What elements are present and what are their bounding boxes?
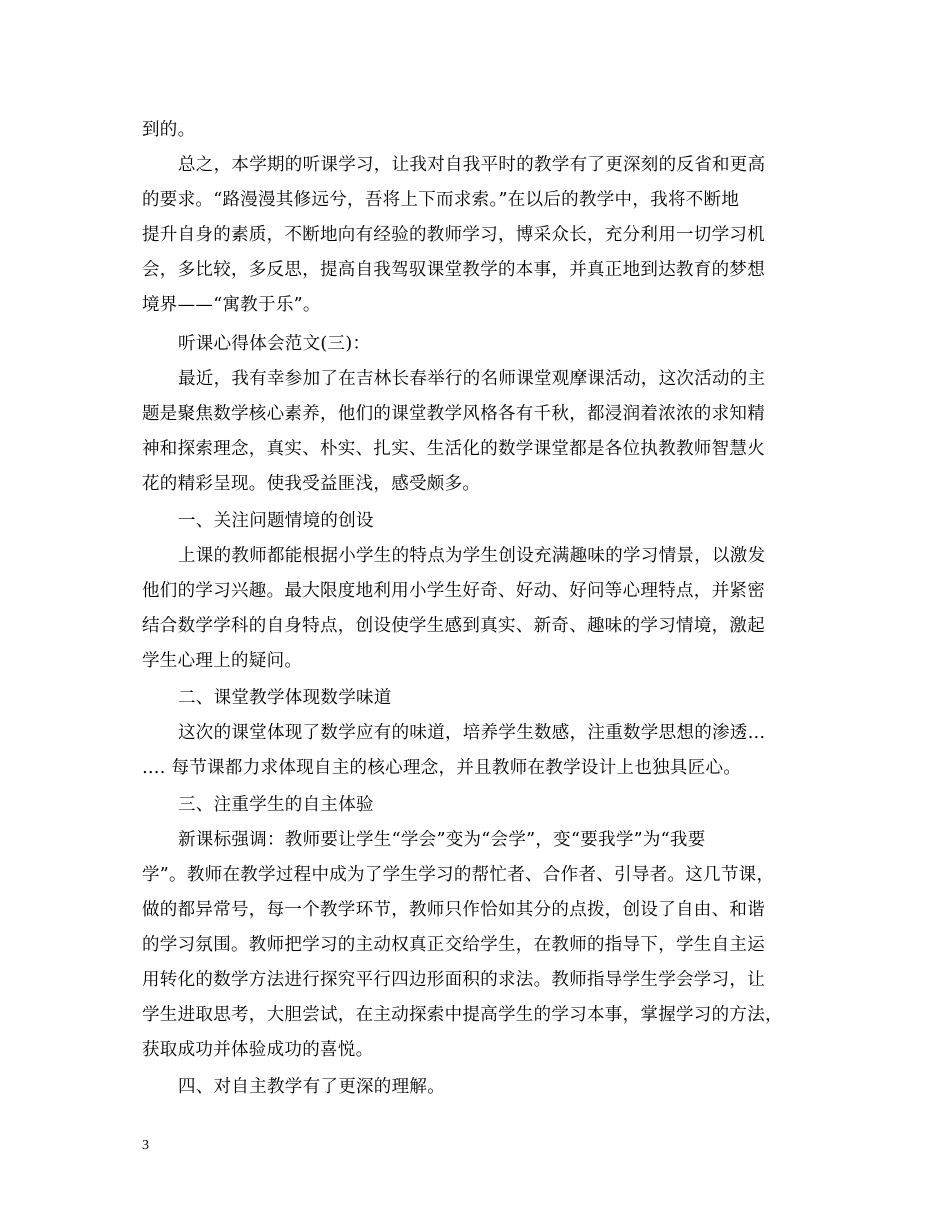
subheading: 二、课堂教学体现数学味道 [178,688,392,708]
text-line: 结合数学学科的自身特点，创设使学生感到真实、新奇、趣味的学习情境，激起 [142,616,765,636]
text-line: 这次的课堂体现了数学应有的味道，培养学生数感，注重数学思想的渗透… [178,723,766,743]
text-line: 提升自身的素质，不断地向有经验的教师学习，博采众长，充分利用一切学习机 [142,225,765,245]
text-line: 学”。教师在教学过程中成为了学生学习的帮忙者、合作者、引导者。这几节课， [142,865,775,885]
text-line: 花的精彩呈现。使我受益匪浅，感受颇多。 [142,474,481,494]
text-line: 获取成功并体验成功的喜悦。 [142,1040,374,1060]
text-line: 境界——“寓教于乐”。 [142,295,321,315]
text-line: 上课的教师都能根据小学生的特点为学生创设充满趣味的学习情景，以激发 [178,546,766,566]
text-line: 做的都异常号，每一个教学环节，教师只作恰如其分的点拨，创设了自由、和谐 [142,900,765,920]
text-line: …. 每节课都力求体现自主的核心理念，并且教师在教学设计上也独具匠心。 [142,758,742,778]
text-line: 学生进取思考，大胆尝试，在主动探索中提高学生的学习本事，掌握学习的方法， [142,1005,783,1025]
text-line: 的学习氛围。教师把学习的主动权真正交给学生，在教师的指导下，学生自主运 [142,935,765,955]
text-line: 题是聚焦数学核心素养，他们的课堂教学风格各有千秋，都浸润着浓浓的求知精 [142,404,765,424]
text-line: 新课标强调：教师要让学生“学会”变为“会学”，变“要我学”为“我要 [178,830,706,850]
section-heading: 听课心得体会范文(三)： [178,334,371,354]
page-number: 3 [142,1138,149,1153]
text-line: 神和探索理念，真实、朴实、扎实、生活化的数学课堂都是各位执教教师智慧火 [142,439,765,459]
text-line: 会，多比较，多反思，提高自我驾驭课堂教学的本事，并真正地到达教育的梦想 [142,260,765,280]
text-line: 用转化的数学方法进行探究平行四边形面积的求法。教师指导学生学会学习，让 [142,970,765,990]
text-line: 总之，本学期的听课学习，让我对自我平时的教学有了更深刻的反省和更高 [178,155,766,175]
text-line: 的要求。“路漫漫其修远兮，吾将上下而求索。”在以后的教学中，我将不断地 [142,190,740,210]
subheading: 一、关注问题情境的创设 [178,511,374,531]
text-line: 到的。 [142,120,196,140]
text-line: 学生心理上的疑问。 [142,651,303,671]
text-line: 他们的学习兴趣。最大限度地利用小学生好奇、好动、好问等心理特点，并紧密 [142,581,765,601]
subheading: 三、注重学生的自主体验 [178,795,374,815]
text-line: 最近，我有幸参加了在吉林长春举行的名师课堂观摩课活动，这次活动的主 [178,369,766,389]
subheading: 四、对自主教学有了更深的理解。 [178,1077,445,1097]
